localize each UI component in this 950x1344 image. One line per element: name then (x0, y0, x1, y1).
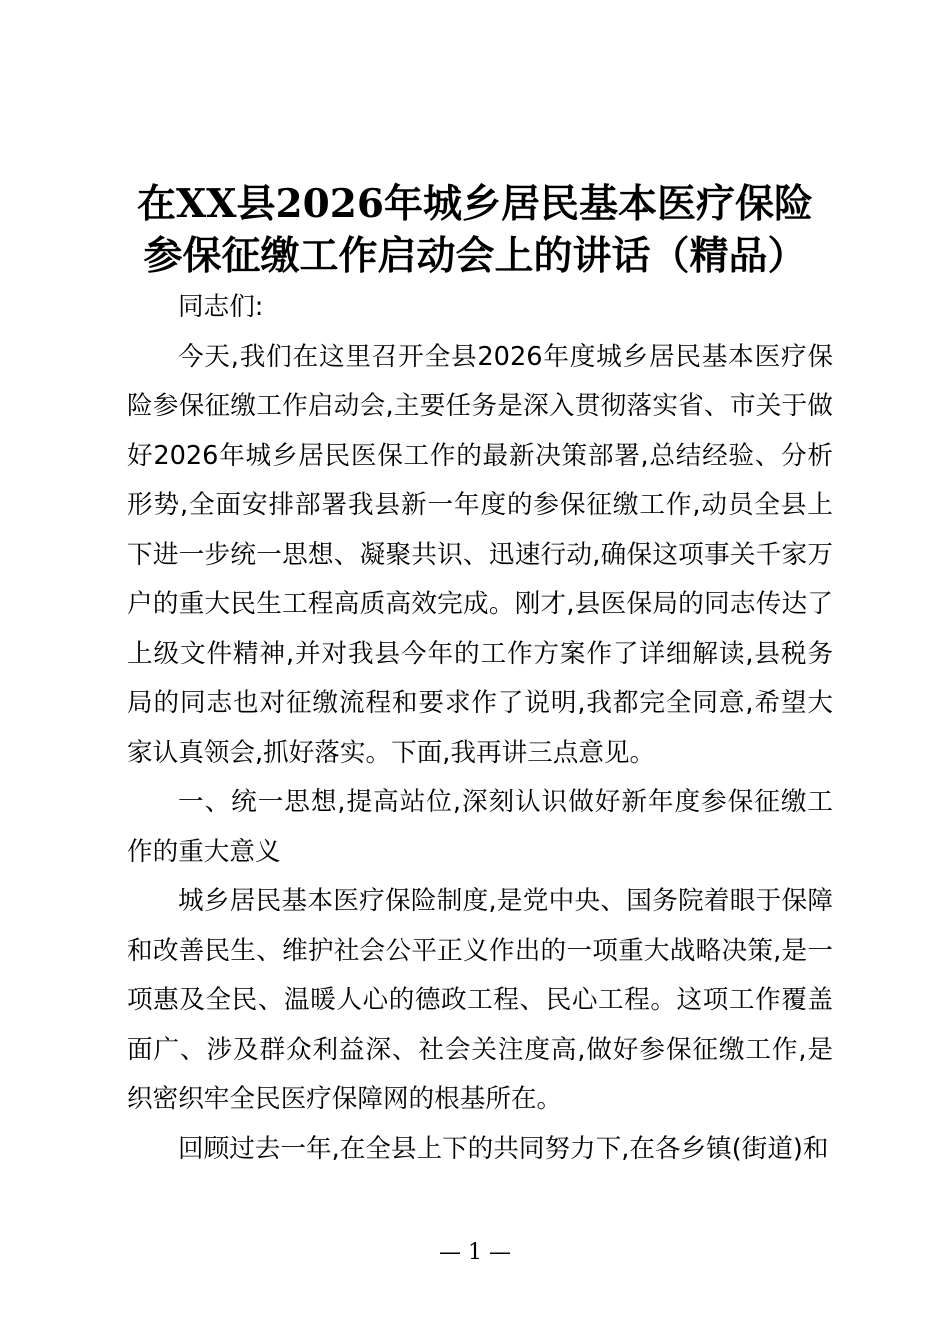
document-body (127, 283, 833, 1174)
paragraph-intro: 今天,我们在这里召开全县2026年度城乡居民基本医疗保险参保征缴工作启动会,主要任务是深入贯彻落实省、市关于做好2026年城乡居民医保工作的最新决策部署,总结经验、分析形势,全面安排部署我县新一年度的参保征缴工作,动员全县上下进一步统一思想、凝聚共识、迅速行动,确保这项事关千家万户的重大民生工程高质高效完成。刚才,县医保局的同志传达了上级文件精神,并对我县今年的工作方案作了详细解读,县税务局的同志也对征缴流程和要求作了说明,我都完全同意,希望大家认真领会,抓好落实。下面,我再讲三点意见。 (127, 341, 833, 768)
section-heading-1: 一、统一思想,提高站位,深刻认识做好新年度参保征缴工作的重大意义 (127, 787, 833, 867)
document-title (110, 178, 840, 282)
paragraph-review: 回顾过去一年,在全县上下的共同努力下,在各乡镇(街道)和 (178, 1133, 829, 1164)
title-line-1: 在XX县2026年城乡居民基本医疗保险 (136, 181, 814, 227)
salutation: 同志们: (178, 292, 264, 322)
page-number: — 1 — (439, 1240, 511, 1265)
paragraph-section-1: 城乡居民基本医疗保险制度,是党中央、国务院着眼于保障和改善民生、维护社会公平正义作出的一项重大战略决策,是一项惠及全民、温暖人心的德政工程、民心工程。这项工作覆盖面广、涉及群众利益深、社会关注度高,做好参保征缴工作,是织密织牢全民医疗保障网的根基所在。 (127, 886, 833, 1114)
title-line-2: 参保征缴工作启动会上的讲话（精品） (143, 233, 807, 279)
